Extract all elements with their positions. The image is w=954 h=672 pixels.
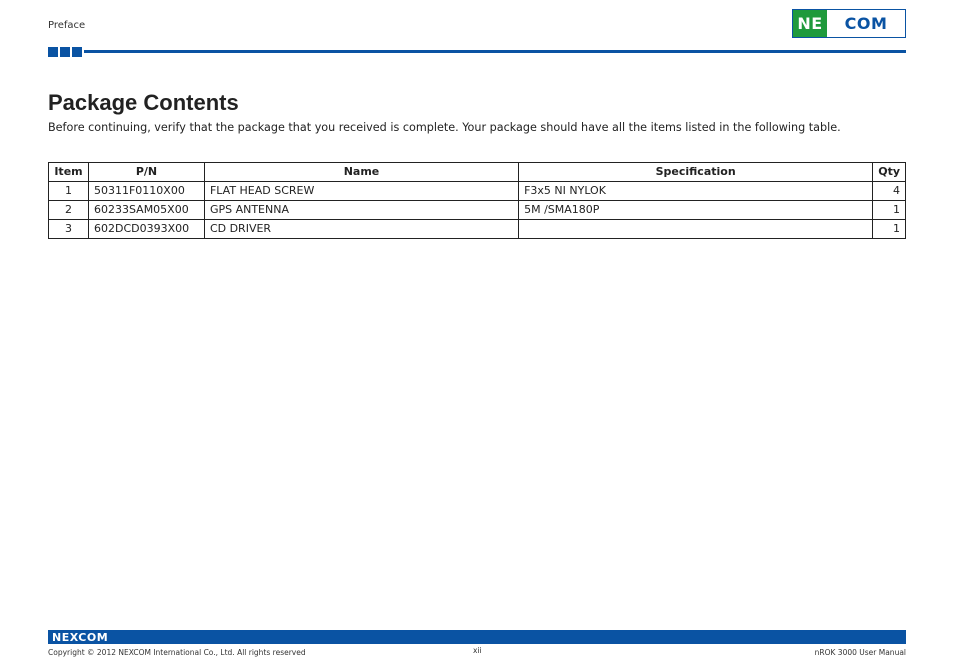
square-icon xyxy=(60,47,70,57)
table-header-row xyxy=(49,163,906,182)
column-header-qty: Qty xyxy=(873,163,906,182)
square-icon xyxy=(72,47,82,57)
square-icon xyxy=(48,47,58,57)
intro-paragraph: Before continuing, verify that the package that you received is complete. Your package should have all the items listed in the following table. xyxy=(48,121,841,134)
footer-bar xyxy=(48,630,906,644)
table-row xyxy=(49,182,906,201)
column-header-item: Item xyxy=(49,163,89,182)
cell-pn: 602DCD0393X00 xyxy=(88,220,204,239)
cell-qty: 4 xyxy=(873,182,906,201)
cell-spec xyxy=(519,220,873,239)
header-rule xyxy=(84,50,906,53)
footer-page-number: xii xyxy=(473,646,482,655)
cell-item: 3 xyxy=(49,220,89,239)
cell-name: CD DRIVER xyxy=(204,220,518,239)
table-row xyxy=(49,201,906,220)
cell-pn: 60233SAM05X00 xyxy=(88,201,204,220)
nexcom-logo xyxy=(792,9,906,38)
column-header-name: Name xyxy=(204,163,518,182)
cell-pn: 50311F0110X00 xyxy=(88,182,204,201)
logo-ne: NE xyxy=(793,10,827,37)
cell-spec: F3x5 NI NYLOK xyxy=(519,182,873,201)
footer-manual-title: nROK 3000 User Manual xyxy=(814,648,906,657)
page-title: Package Contents xyxy=(48,90,239,115)
cell-name: FLAT HEAD SCREW xyxy=(204,182,518,201)
column-header-pn: P/N xyxy=(88,163,204,182)
cell-item: 1 xyxy=(49,182,89,201)
footer-logo: NEXCOM xyxy=(52,630,109,644)
package-contents-table xyxy=(48,162,906,239)
column-header-specification: Specification xyxy=(519,163,873,182)
cell-qty: 1 xyxy=(873,220,906,239)
cell-item: 2 xyxy=(49,201,89,220)
cell-name: GPS ANTENNA xyxy=(204,201,518,220)
header-squares-decoration xyxy=(48,47,82,57)
section-label: Preface xyxy=(48,20,86,31)
table-row xyxy=(49,220,906,239)
cell-spec: 5M /SMA180P xyxy=(519,201,873,220)
cell-qty: 1 xyxy=(873,201,906,220)
footer-copyright: Copyright © 2012 NEXCOM International Co., Ltd. All rights reserved xyxy=(48,648,306,657)
logo-com: COM xyxy=(827,10,905,37)
